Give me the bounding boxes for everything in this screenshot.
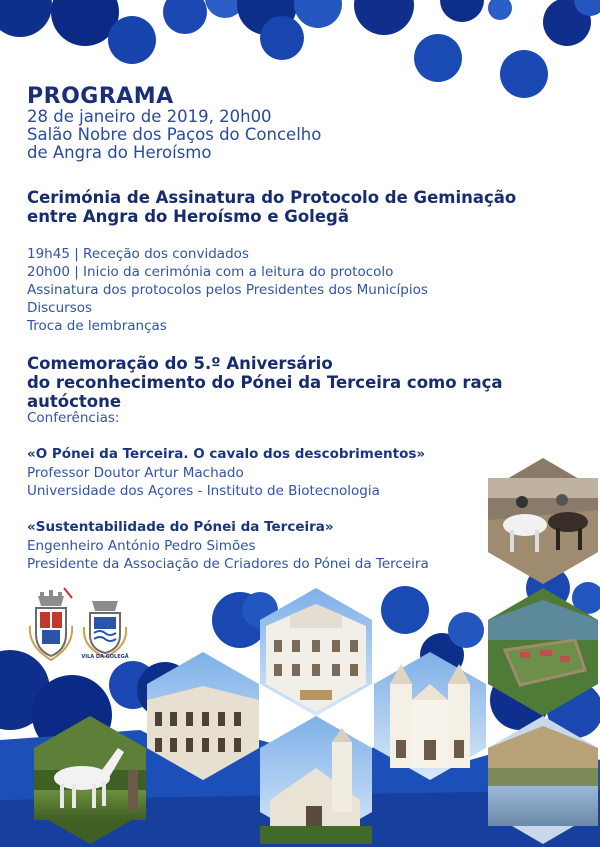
conference-title: «Sustentabilidade do Pónei da Terceira» xyxy=(27,519,334,535)
conference-speaker: Professor Doutor Artur Machado xyxy=(27,465,244,481)
photo-horse-show xyxy=(488,458,598,584)
ceremony-title-line-2: entre Angra do Heroísmo e Golegã xyxy=(27,207,349,226)
conferences-label: Conferências: xyxy=(27,410,120,426)
venue-line-2: de Angra do Heroísmo xyxy=(27,143,212,162)
anniversary-title-line-2: do reconhecimento do Pónei da Terceira como raça autóctone xyxy=(27,373,503,411)
golega-caption: VILA DA GOLEGÃ xyxy=(81,654,129,660)
venue-line-1: Salão Nobre dos Paços do Concelho xyxy=(27,125,322,144)
ceremony-item: 19h45 | Receção dos convidados xyxy=(27,246,249,262)
ceremony-item: Assinatura dos protocolos pelos Presidentes dos Municípios xyxy=(27,282,428,298)
conference-speaker: Engenheiro António Pedro Simões xyxy=(27,538,256,554)
photo-white-horse xyxy=(34,716,146,844)
ceremony-item: Troca de lembranças xyxy=(27,318,167,334)
ceremony-item: Discursos xyxy=(27,300,93,316)
conference-affiliation: Presidente da Associação de Criadores do Pónei da Terceira xyxy=(27,556,429,572)
photo-lake xyxy=(488,716,598,844)
conference-title: «O Pónei da Terceira. O cavalo dos descobrimentos» xyxy=(27,446,426,462)
conference-affiliation: Universidade dos Açores - Instituto de Biotecnologia xyxy=(27,483,380,499)
photo-cathedral xyxy=(374,652,486,780)
photo-fortress xyxy=(488,588,598,716)
event-date: 28 de janeiro de 2019, 20h00 xyxy=(27,107,272,126)
anniversary-title-line-1: Comemoração do 5.º Aniversário xyxy=(27,354,333,373)
page-title: PROGRAMA xyxy=(27,84,174,109)
photo-town-hall xyxy=(260,588,372,716)
photo-palace xyxy=(147,652,259,780)
ceremony-item: 20h00 | Inicio da cerimónia com a leitura do protocolo xyxy=(27,264,394,280)
ceremony-title-line-1: Cerimónia de Assinatura do Protocolo de Geminação xyxy=(27,188,517,207)
photo-church xyxy=(260,716,372,844)
